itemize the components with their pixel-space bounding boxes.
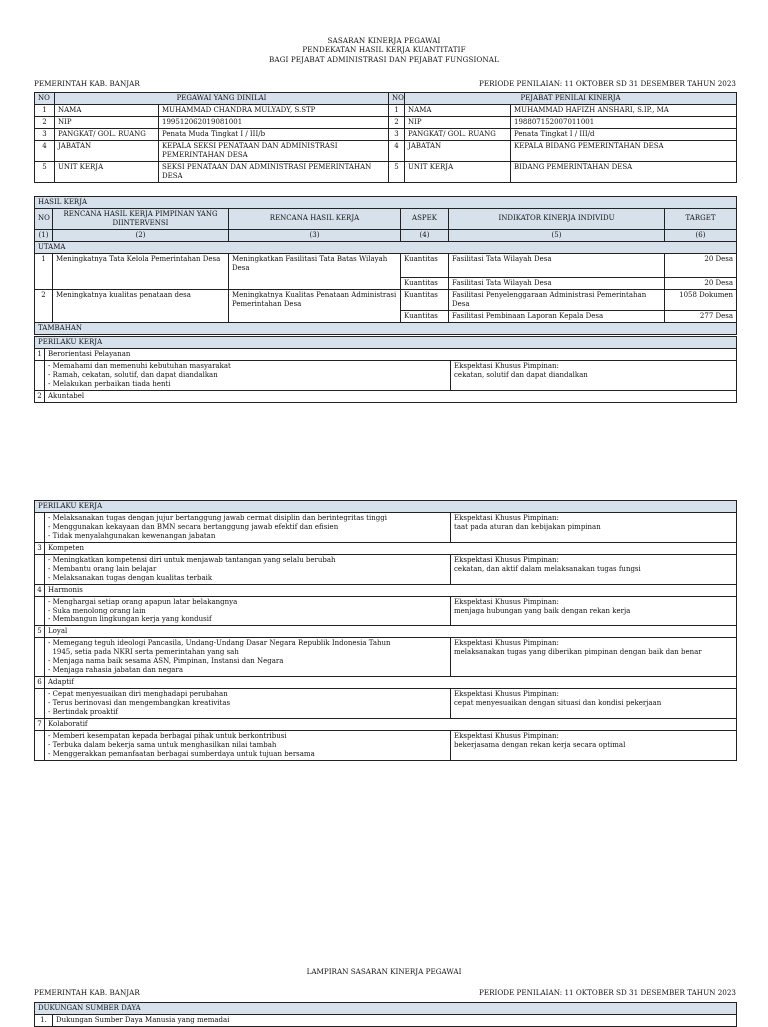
bullet-line: - Menggerakkan pemanfaatan berbagai sumberdaya untuk tujuan bersama bbox=[48, 749, 315, 758]
row-no: 1 bbox=[35, 104, 55, 116]
pegawai-value: KEPALA SEKSI PENATAAN DAN ADMINISTRASI PEMERINTAHAN DESA bbox=[159, 140, 389, 161]
row-label: UNIT KERJA bbox=[405, 161, 511, 182]
indikator-value: Fasilitasi Tata Wilayah Desa bbox=[449, 277, 665, 289]
ekspektasi-value: cekatan, dan aktif dalam melaksanakan tugas fungsi bbox=[454, 564, 641, 573]
identity-table bbox=[34, 92, 737, 183]
hasil-kerja-header-row bbox=[35, 208, 737, 229]
perilaku-kerja-table-continued bbox=[34, 500, 737, 761]
ekspektasi-cell bbox=[451, 596, 737, 626]
bullet-line: - Terus berinovasi dan mengembangkan kreativitas bbox=[48, 699, 231, 708]
perilaku-no: 3 bbox=[35, 542, 45, 554]
ekspektasi-label: Ekspektasi Khusus Pimpinan: bbox=[454, 597, 559, 606]
bullet-line: 1945, setia pada NKRI serta pemerintahan yang sah bbox=[48, 648, 239, 657]
row-no: 1 bbox=[35, 253, 53, 289]
col-number: (6) bbox=[665, 229, 737, 241]
pegawai-value: MUHAMMAD CHANDRA MULYADY, S.STP bbox=[159, 104, 389, 116]
dukungan-row bbox=[35, 1014, 737, 1026]
hasil-kerja-section-row bbox=[35, 197, 737, 209]
empty-cell bbox=[35, 689, 45, 719]
ekspektasi-label: Ekspektasi Khusus Pimpinan: bbox=[454, 513, 559, 522]
perilaku-name: Berorientasi Pelayanan bbox=[45, 348, 737, 360]
target-value: 277 Desa bbox=[665, 310, 737, 322]
ekspektasi-value: taat pada aturan dan kebijakan pimpinan bbox=[454, 522, 601, 531]
bullet-line: - Melakukan perbaikan tiada henti bbox=[48, 379, 171, 388]
perilaku-item-row bbox=[35, 348, 737, 360]
rhk-pimpinan-value: Meningkatnya kualitas penataan desa bbox=[53, 289, 229, 322]
row-label: NIP bbox=[405, 116, 511, 128]
perilaku-section-row bbox=[35, 337, 737, 349]
col-number: (3) bbox=[229, 229, 401, 241]
tambahan-heading: TAMBAHAN bbox=[35, 322, 737, 334]
row-no: 2 bbox=[389, 116, 405, 128]
hasil-kerja-table bbox=[34, 196, 737, 335]
bullet-line: - Terbuka dalam bekerja sama untuk menghasilkan nilai tambah bbox=[48, 740, 277, 749]
perilaku-name: Kolaboratif bbox=[45, 719, 737, 731]
col-indikator: INDIKATOR KINERJA INDIVIDU bbox=[449, 208, 665, 229]
perilaku-detail-row bbox=[35, 512, 737, 542]
document-subtitle: PENDEKATAN HASIL KERJA KUANTITATIF bbox=[302, 45, 466, 55]
identity-row bbox=[35, 104, 737, 116]
instansi-label: PEMERINTAH KAB. BANJAR bbox=[34, 79, 140, 88]
perilaku-item-row bbox=[35, 626, 737, 638]
perilaku-heading: PERILAKU KERJA bbox=[35, 501, 737, 513]
empty-cell bbox=[35, 360, 45, 390]
col-target: TARGET bbox=[665, 208, 737, 229]
indikator-value: Fasilitasi Tata Wilayah Desa bbox=[449, 253, 665, 277]
col-aspek: ASPEK bbox=[401, 208, 449, 229]
penilai-value: Penata Tingkat I / III/d bbox=[511, 128, 737, 140]
penilai-value: KEPALA BIDANG PEMERINTAHAN DESA bbox=[511, 140, 737, 161]
col-no: NO bbox=[35, 208, 53, 229]
aspek-value: Kuantitas bbox=[401, 277, 449, 289]
ekspektasi-cell bbox=[451, 638, 737, 677]
perilaku-bullets bbox=[45, 596, 451, 626]
perilaku-item-row bbox=[35, 390, 737, 402]
row-label: NAMA bbox=[55, 104, 159, 116]
col-number: (2) bbox=[53, 229, 229, 241]
bullet-line: - Memegang teguh ideologi Pancasila, Undang-Undang Dasar Negara Republik Indonesia Tahun bbox=[48, 639, 391, 648]
row-no: 4 bbox=[35, 140, 55, 161]
ekspektasi-label: Ekspektasi Khusus Pimpinan: bbox=[454, 639, 559, 648]
identity-row bbox=[35, 116, 737, 128]
row-no: 4 bbox=[389, 140, 405, 161]
rhk-value: Meningkatkan Fasilitasi Tata Batas Wilayah Desa bbox=[229, 253, 401, 289]
bullet-line: - Melaksanakan tugas dengan jujur bertanggung jawab cermat disiplin dan berintegritas tinggi bbox=[48, 513, 387, 522]
row-no: 2 bbox=[35, 116, 55, 128]
perilaku-heading: PERILAKU KERJA bbox=[35, 337, 737, 349]
col-rhk-pimpinan: RENCANA HASIL KERJA PIMPINAN YANG DIINTERVENSI bbox=[53, 208, 229, 229]
tambahan-section-row bbox=[35, 322, 737, 334]
empty-cell bbox=[35, 512, 45, 542]
bullet-line: - Membantu orang lain belajar bbox=[48, 564, 157, 573]
ekspektasi-value: melaksanakan tugas yang diberikan pimpinan dengan baik dan benar bbox=[454, 648, 702, 657]
row-label: NAMA bbox=[405, 104, 511, 116]
periode-label: PERIODE PENILAIAN: 11 OKTOBER SD 31 DESEMBER TAHUN 2023 bbox=[478, 988, 736, 997]
column-number-row bbox=[35, 229, 737, 241]
bullet-line: - Membangun lingkungan kerja yang kondusif bbox=[48, 615, 212, 624]
row-no: 3 bbox=[389, 128, 405, 140]
dukungan-text: Dukungan Sumber Daya Manusia yang memadai bbox=[53, 1014, 737, 1026]
bullet-line: - Bertindak proaktif bbox=[48, 708, 119, 717]
identity-row bbox=[35, 161, 737, 182]
row-no: 5 bbox=[35, 161, 55, 182]
perilaku-detail-row bbox=[35, 596, 737, 626]
perilaku-detail-row bbox=[35, 730, 737, 760]
ekspektasi-cell bbox=[451, 730, 737, 760]
ekspektasi-cell bbox=[451, 689, 737, 719]
empty-cell bbox=[35, 554, 45, 584]
bullet-line: - Menggunakan kekayaan dan BMN secara bertanggung jawab efektif dan efisien bbox=[48, 522, 339, 531]
perilaku-bullets bbox=[45, 512, 451, 542]
perilaku-item-row bbox=[35, 677, 737, 689]
instansi-label: PEMERINTAH KAB. BANJAR bbox=[34, 988, 140, 997]
perilaku-no: 5 bbox=[35, 626, 45, 638]
col-no: NO bbox=[35, 93, 55, 105]
perilaku-kerja-table bbox=[34, 336, 737, 403]
row-label: PANGKAT/ GOL. RUANG bbox=[405, 128, 511, 140]
identity-header-row bbox=[35, 93, 737, 105]
perilaku-bullets bbox=[45, 360, 451, 390]
utama-heading: UTAMA bbox=[35, 241, 737, 253]
pegawai-value: 199512062019081001 bbox=[159, 116, 389, 128]
utama-section-row bbox=[35, 241, 737, 253]
target-value: 1058 Dokumen bbox=[665, 289, 737, 310]
ekspektasi-cell bbox=[451, 360, 737, 390]
perilaku-name: Kompeten bbox=[45, 542, 737, 554]
rhk-value: Meningkatnya Kualitas Penataan Administrasi Pemerintahan Desa bbox=[229, 289, 401, 322]
perilaku-item-row bbox=[35, 584, 737, 596]
bullet-line: - Ramah, cekatan, solutif, dan dapat diandalkan bbox=[48, 370, 218, 379]
identity-row bbox=[35, 128, 737, 140]
bullet-line: - Suka menolong orang lain bbox=[48, 606, 146, 615]
empty-cell bbox=[35, 596, 45, 626]
pegawai-value: SEKSI PENATAAN DAN ADMINISTRASI PEMERINTAHAN DESA bbox=[159, 161, 389, 182]
col-number: (1) bbox=[35, 229, 53, 241]
perilaku-detail-row bbox=[35, 689, 737, 719]
penilai-value: BIDANG PEMERINTAHAN DESA bbox=[511, 161, 737, 182]
perilaku-item-row bbox=[35, 719, 737, 731]
ekspektasi-label: Ekspektasi Khusus Pimpinan: bbox=[454, 555, 559, 564]
hasil-kerja-heading: HASIL KERJA bbox=[35, 197, 737, 209]
row-no: 2 bbox=[35, 289, 53, 322]
rhk-pimpinan-value: Meningkatnya Tata Kelola Pemerintahan Desa bbox=[53, 253, 229, 289]
bullet-line: - Menghargai setiap orang apapun latar belakangnya bbox=[48, 597, 238, 606]
identity-row bbox=[35, 140, 737, 161]
target-value: 20 Desa bbox=[665, 277, 737, 289]
hasil-kerja-row bbox=[35, 289, 737, 310]
ekspektasi-value: cepat menyesuaikan dengan situasi dan kondisi pekerjaan bbox=[454, 699, 662, 708]
empty-cell bbox=[35, 638, 45, 677]
document-subtitle-2: BAGI PEJABAT ADMINISTRASI DAN PEJABAT FUNGSIONAL bbox=[269, 54, 499, 64]
perilaku-name: Adaptif bbox=[45, 677, 737, 689]
row-label: JABATAN bbox=[405, 140, 511, 161]
perilaku-no: 6 bbox=[35, 677, 45, 689]
row-no: 3 bbox=[35, 128, 55, 140]
ekspektasi-label: Ekspektasi Khusus Pimpinan: bbox=[454, 731, 559, 740]
penilai-value: 198807152007011001 bbox=[511, 116, 737, 128]
col-number: (4) bbox=[401, 229, 449, 241]
ekspektasi-cell bbox=[451, 554, 737, 584]
penilai-value: MUHAMMAD HAFIZH ANSHARI, S.IP., MA bbox=[511, 104, 737, 116]
perilaku-no: 1 bbox=[35, 348, 45, 360]
bullet-line: - Menjaga rahasia jabatan dan negara bbox=[48, 666, 183, 675]
perilaku-section-row bbox=[35, 501, 737, 513]
empty-cell bbox=[35, 730, 45, 760]
indikator-value: Fasilitasi Penyelenggaraan Administrasi Pemerintahan Desa bbox=[449, 289, 665, 310]
aspek-value: Kuantitas bbox=[401, 310, 449, 322]
perilaku-name: Harmonis bbox=[45, 584, 737, 596]
hasil-kerja-row bbox=[35, 253, 737, 277]
ekspektasi-value: cekatan, solutif dan dapat diandalkan bbox=[454, 370, 588, 379]
indikator-value: Fasilitasi Pembinaan Laporan Kepala Desa bbox=[449, 310, 665, 322]
page3-meta-line bbox=[34, 988, 736, 997]
dukungan-table bbox=[34, 1002, 737, 1027]
perilaku-detail-row bbox=[35, 360, 737, 390]
bullet-line: - Memahami dan memenuhi kebutuhan masyarakat bbox=[48, 361, 231, 370]
bullet-line: - Melaksanakan tugas dengan kualitas terbaik bbox=[48, 573, 213, 582]
row-no: 5 bbox=[389, 161, 405, 182]
dukungan-section-row bbox=[35, 1003, 737, 1015]
ekspektasi-cell bbox=[451, 512, 737, 542]
perilaku-bullets bbox=[45, 730, 451, 760]
aspek-value: Kuantitas bbox=[401, 289, 449, 310]
ekspektasi-value: menjaga hubungan yang baik dengan rekan kerja bbox=[454, 606, 631, 615]
penilai-header: PEJABAT PENILAI KINERJA bbox=[405, 93, 737, 105]
ekspektasi-label: Ekspektasi Khusus Pimpinan: bbox=[454, 361, 559, 370]
bullet-line: - Menjaga nama baik sesama ASN, Pimpinan, Instansi dan Negara bbox=[48, 657, 284, 666]
row-label: PANGKAT/ GOL. RUANG bbox=[55, 128, 159, 140]
col-number: (5) bbox=[449, 229, 665, 241]
perilaku-no: 4 bbox=[35, 584, 45, 596]
ekspektasi-label: Ekspektasi Khusus Pimpinan: bbox=[454, 690, 559, 699]
perilaku-detail-row bbox=[35, 638, 737, 677]
bullet-line: - Cepat menyesuaikan diri menghadapi perubahan bbox=[48, 690, 228, 699]
document-title-block bbox=[0, 36, 768, 64]
bullet-line: - Tidak menyalahgunakan kewenangan jabatan bbox=[48, 531, 216, 540]
perilaku-detail-row bbox=[35, 554, 737, 584]
row-label: NIP bbox=[55, 116, 159, 128]
col-no-right: NO bbox=[389, 93, 405, 105]
col-rhk: RENCANA HASIL KERJA bbox=[229, 208, 401, 229]
dukungan-no: 1. bbox=[35, 1014, 53, 1026]
aspek-value: Kuantitas bbox=[401, 253, 449, 277]
perilaku-no: 7 bbox=[35, 719, 45, 731]
row-label: JABATAN bbox=[55, 140, 159, 161]
perilaku-bullets bbox=[45, 689, 451, 719]
perilaku-bullets bbox=[45, 638, 451, 677]
dukungan-heading: DUKUNGAN SUMBER DAYA bbox=[35, 1003, 737, 1015]
document-title: SASARAN KINERJA PEGAWAI bbox=[327, 36, 441, 45]
row-label: UNIT KERJA bbox=[55, 161, 159, 182]
perilaku-name: Akuntabel bbox=[45, 390, 737, 402]
bullet-line: - Meningkatkan kompetensi diri untuk menjawab tantangan yang selalu berubah bbox=[48, 555, 336, 564]
perilaku-no: 2 bbox=[35, 390, 45, 402]
page1-meta-line bbox=[34, 79, 736, 88]
pegawai-value: Penata Muda Tingkat I / III/b bbox=[159, 128, 389, 140]
pegawai-header: PEGAWAI YANG DINILAI bbox=[55, 93, 389, 105]
ekspektasi-value: bekerjasama dengan rekan kerja secara optimal bbox=[454, 740, 626, 749]
perilaku-bullets bbox=[45, 554, 451, 584]
bullet-line: - Memberi kesempatan kepada berbagai pihak untuk berkontribusi bbox=[48, 731, 287, 740]
row-no: 1 bbox=[389, 104, 405, 116]
perilaku-item-row bbox=[35, 542, 737, 554]
lampiran-title: LAMPIRAN SASARAN KINERJA PEGAWAI bbox=[306, 967, 462, 976]
periode-label: PERIODE PENILAIAN: 11 OKTOBER SD 31 DESEMBER TAHUN 2023 bbox=[478, 79, 736, 88]
perilaku-name: Loyal bbox=[45, 626, 737, 638]
target-value: 20 Desa bbox=[665, 253, 737, 277]
